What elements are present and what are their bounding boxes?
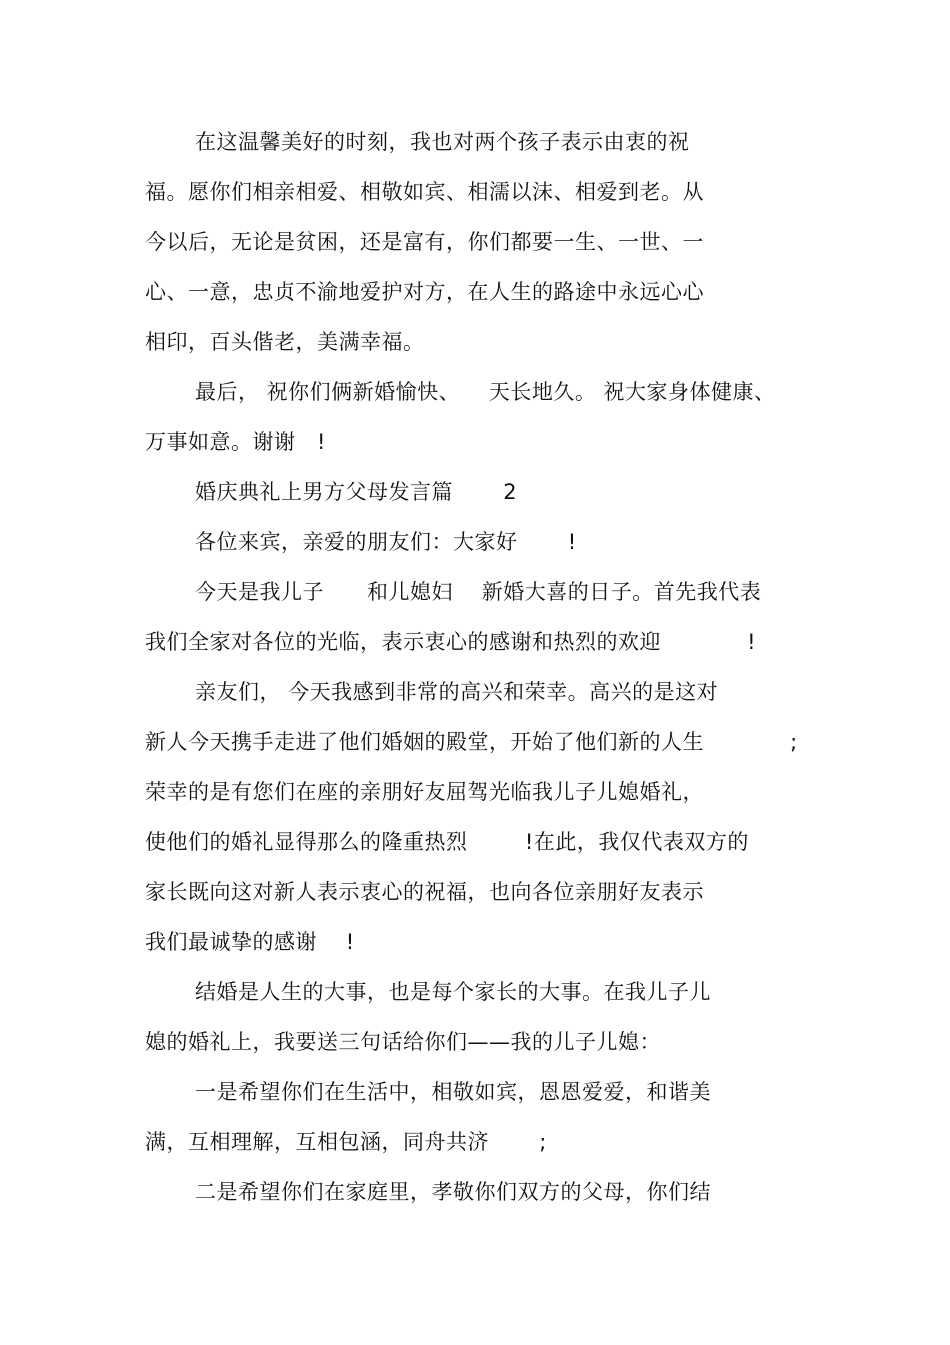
text-line: 我们全家对各位的光临，表示衷心的感谢和热烈的欢迎 ! — [145, 630, 757, 654]
text-line: 媳的婚礼上，我要送三句话给你们——我的儿子儿媳： — [145, 1030, 661, 1054]
text-line: 今以后，无论是贫困，还是富有，你们都要一生、一世、一 — [145, 230, 704, 254]
text-line: 福。愿你们相亲相爱、相敬如宾、相濡以沫、相爱到老。从 — [145, 180, 704, 204]
text-line: 万事如意。谢谢 ! — [145, 430, 326, 454]
text-line: 各位来宾，亲爱的朋友们：大家好 ! — [195, 530, 577, 554]
text-line: 新人今天携手走进了他们婚姻的殿堂，开始了他们新的人生 ; — [145, 730, 798, 754]
text-line: 使他们的婚礼显得那么的隆重热烈 !在此，我仅代表双方的 — [145, 830, 749, 854]
text-line: 家长既向这对新人表示衷心的祝福，也向各位亲朋好友表示 — [145, 880, 704, 904]
text-line: 一是希望你们在生活中，相敬如宾，恩恩爱爱，和谐美 — [195, 1080, 711, 1104]
text-line: 二是希望你们在家庭里，孝敬你们双方的父母，你们结 — [195, 1180, 711, 1204]
text-line: 最后， 祝你们俩新婚愉快、 天长地久。 祝大家身体健康、 — [195, 380, 776, 404]
text-line: 在这温馨美好的时刻，我也对两个孩子表示由衷的祝 — [195, 130, 690, 154]
text-line: 荣幸的是有您们在座的亲朋好友屈驾光临我儿子儿媳婚礼， — [145, 780, 704, 804]
text-line: 相印，百头偕老，美满幸福。 — [145, 330, 425, 354]
text-line: 今天是我儿子 和儿媳妇 新婚大喜的日子。首先我代表 — [195, 580, 762, 604]
text-line: 结婚是人生的大事，也是每个家长的大事。在我儿子儿 — [195, 980, 711, 1004]
text-line: 满，互相理解，互相包涵，同舟共济 ; — [145, 1130, 547, 1154]
section-heading: 婚庆典礼上男方父母发言篇 2 — [195, 480, 518, 504]
text-line: 心、一意，忠贞不渝地爱护对方，在人生的路途中永远心心 — [145, 280, 704, 304]
text-line: 我们最诚挚的感谢 ! — [145, 930, 355, 954]
text-line: 亲友们， 今天我感到非常的高兴和荣幸。高兴的是这对 — [195, 680, 719, 704]
